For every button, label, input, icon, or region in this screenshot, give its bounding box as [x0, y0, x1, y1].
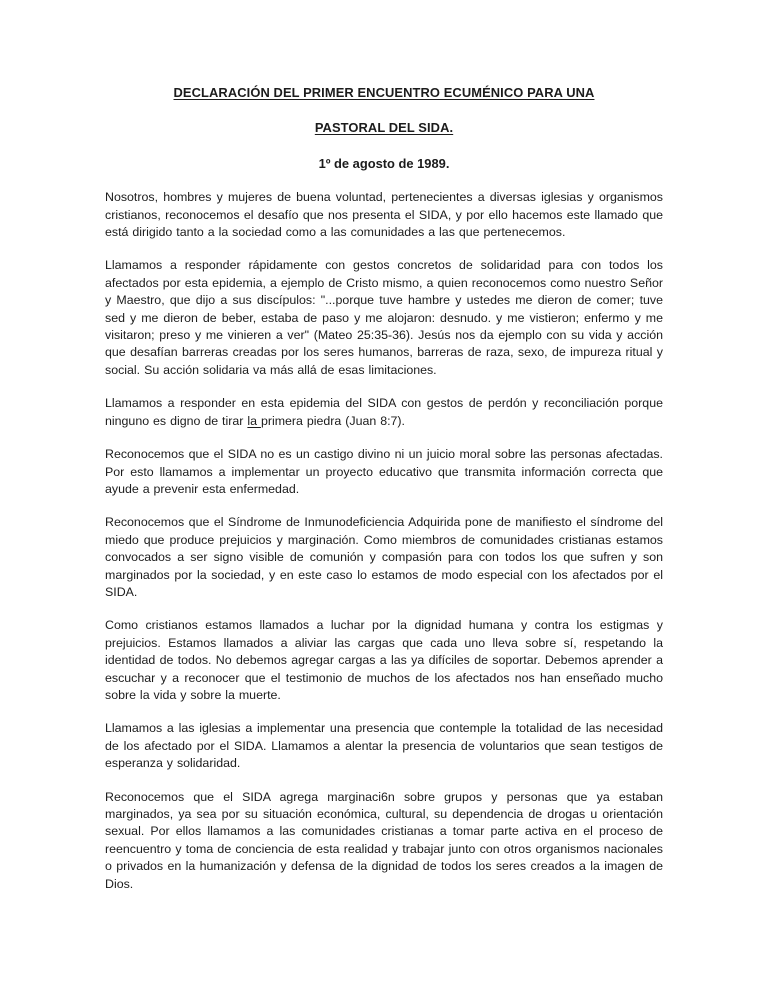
paragraph-3-text-before: Llamamos a responder en esta epidemia del SIDA con gestos de perdón y reconciliación porque ninguno es digno de tirar [105, 396, 663, 428]
paragraph-3 [105, 395, 663, 430]
paragraph-5: Reconocemos que el Síndrome de Inmunodeficiencia Adquirida pone de manifiesto el síndrome del miedo que produce prejuicios y marginación. Como miembros de comunidades cristianas estamos convocados a ser signo visible de comunión y compasión para con todos los que sufren y son marginados por la sociedad, y en este caso lo estamos de modo especial con los afectados por el SIDA. [105, 515, 663, 599]
paragraph-3-text-after: primera piedra (Juan 8:7). [260, 413, 405, 428]
document-title-line-2: PASTORAL DEL SIDA. [314, 120, 454, 136]
paragraph-3-underlined-text: la [247, 413, 261, 428]
paragraph-6: Como cristianos estamos llamados a luchar por la dignidad humana y contra los estigmas y prejuicios. Estamos llamados a aliviar las cargas que cada uno lleva sobre sí, respetando la identidad de todos. No debemos agregar cargas a las ya difíciles de soportar. Debemos aprender a escuchar y a reconocer que el testimonio de muchos de los afectados nos han enseñado mucho sobre la vida y sobre la muerte. [105, 618, 663, 702]
paragraph-1: Nosotros, hombres y mujeres de buena voluntad, pertenecientes a diversas iglesias y organismos cristianos, reconocemos el desafío que nos presenta el SIDA, y por ello hacemos este llamado que está dirigido tanto a la sociedad como a las comunidades a las que pertenecemos. [105, 190, 663, 240]
document-title-line-1: DECLARACIÓN DEL PRIMER ENCUENTRO ECUMÉNICO PARA UNA [173, 85, 595, 100]
paragraph-7: Llamamos a las iglesias a implementar una presencia que contemple la totalidad de las necesidad de los afectado por el SIDA. Llamamos a alentar la presencia de voluntarios que sean testigos de esperanza y solidaridad. [105, 721, 663, 771]
paragraph-4: Reconocemos que el SIDA no es un castigo divino ni un juicio moral sobre las personas afectadas. Por esto llamamos a implementar un proyecto educativo que transmita información correcta que ayude a prevenir esta enfermedad. [105, 447, 663, 496]
document-date: 1º de agosto de 1989. [318, 155, 450, 171]
paragraph-2: Llamamos a responder rápidamente con gestos concretos de solidaridad para con todos los afectados por esta epidemia, a ejemplo de Cristo mismo, a quien reconocemos como nuestro Señor y Maestro, que dijo a sus discípulos: "...porque tuve hambre y ustedes me dieron de comer; tuve sed y me dieron de beber, estaba de paso y me alojaron: desnudo. y me vistieron; enfermo y me visitaron; preso y me vinieren a ver" (Mateo 25:35-36). Jesús nos da ejemplo con su vida y acción que desafían barreras creadas por los seres humanos, barreras de raza, sexo, de impureza ritual y social. Su acción solidaria va más allá de esas limitaciones. [105, 258, 663, 377]
paragraph-8: Reconocemos que el SIDA agrega marginaci6n sobre grupos y personas que ya estaban marginados, ya sea por su situación económica, cultural, su dependencia de drogas u orientación sexual. Por ellos llamamos a las comunidades cristianas a tomar parte activa en el proceso de reencuentro y toma de conciencia de esta realidad y trabajar junto con otros organismos nacionales o privados en la humanización y defensa de la dignidad de todos los seres creados a la imagen de Dios. [105, 789, 663, 891]
